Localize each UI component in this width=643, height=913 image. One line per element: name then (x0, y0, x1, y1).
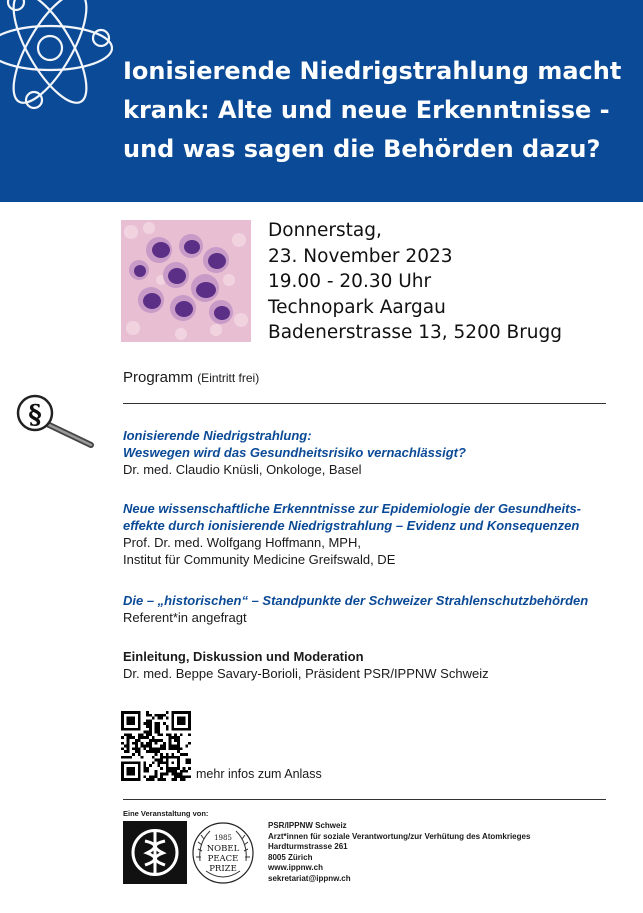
org-description: Arzt*innen für soziale Verantwortung/zur Verhütung des Atomkrieges (268, 831, 531, 841)
org-website-link[interactable]: www.ippnw.ch (268, 863, 323, 872)
divider (123, 403, 606, 404)
moderation-speaker: Dr. med. Beppe Savary-Borioli, Präsident PSR/IPPNW Schweiz (123, 666, 489, 681)
blood-cell-image (121, 220, 251, 342)
talk-3 (123, 592, 623, 626)
svg-text:§: § (28, 400, 42, 430)
org-street: Hardturmstrasse 261 (268, 842, 348, 851)
talk-speaker: Referent*in angefragt (123, 610, 247, 625)
nobel-peace-prize-badge (190, 821, 256, 885)
badge-word: PRIZE (209, 864, 237, 874)
atom-icon (0, 0, 140, 120)
org-email-link[interactable]: sekretariat@ippnw.ch (268, 873, 351, 883)
talk-title: Weswegen wird das Gesundheitsrisiko vernachlässigt? (123, 445, 466, 460)
badge-word: NOBEL (206, 844, 240, 854)
title-line: und was sagen die Behörden dazu? (123, 135, 601, 163)
ippnw-logo (123, 821, 187, 884)
event-title (123, 52, 628, 169)
divider (123, 799, 606, 800)
event-time: 19.00 - 20.30 Uhr (268, 271, 432, 292)
talk-1 (123, 427, 623, 478)
talk-title: effekte durch ionisierende Niedrigstrahlung – Evidenz und Konsequenzen (123, 518, 580, 533)
badge-word: PEACE (207, 854, 239, 864)
header-banner (0, 0, 643, 202)
talk-speaker: Prof. Dr. med. Wolfgang Hoffmann, MPH, (123, 535, 361, 550)
program-heading (123, 369, 259, 386)
paragraph-magnifier-icon (15, 393, 97, 449)
talk-title: Ionisierende Niedrigstrahlung: (123, 428, 312, 443)
talk-2 (123, 500, 623, 568)
org-city: 8005 Zürich (268, 852, 313, 862)
title-line: Ionisierende Niedrigstrahlung macht (123, 57, 622, 85)
talk-speaker: Institut für Community Medicine Greifswald, DE (123, 552, 396, 567)
talk-title: Neue wissenschaftliche Erkenntnisse zur Epidemiologie der Gesundheits- (123, 501, 582, 516)
qr-code[interactable] (121, 711, 191, 781)
event-day: Donnerstag, (268, 220, 382, 241)
program-note: (Eintritt frei) (197, 371, 260, 385)
talk-speaker: Dr. med. Claudio Knüsli, Onkologe, Basel (123, 462, 362, 477)
more-info-link[interactable]: mehr infos zum Anlass (196, 767, 322, 781)
program-title: Programm (123, 369, 194, 386)
event-address: Badenerstrasse 13, 5200 Brugg (268, 322, 563, 343)
event-venue: Technopark Aargau (268, 296, 446, 318)
org-name: PSR/IPPNW Schweiz (268, 821, 347, 830)
moderation (123, 648, 623, 682)
talk-title: Die – „historischen“ – Standpunkte der Schweizer Strahlenschutzbehörden (123, 593, 589, 608)
event-details (268, 218, 562, 346)
moderation-title: Einleitung, Diskussion und Moderation (123, 649, 364, 664)
title-line: krank: Alte und neue Erkenntnisse - (123, 96, 610, 124)
organizer-label: Eine Veranstaltung von: (123, 809, 209, 818)
event-date: 23. November 2023 (268, 245, 453, 267)
organizer-contact (268, 821, 530, 884)
badge-year: 1985 (214, 834, 232, 842)
